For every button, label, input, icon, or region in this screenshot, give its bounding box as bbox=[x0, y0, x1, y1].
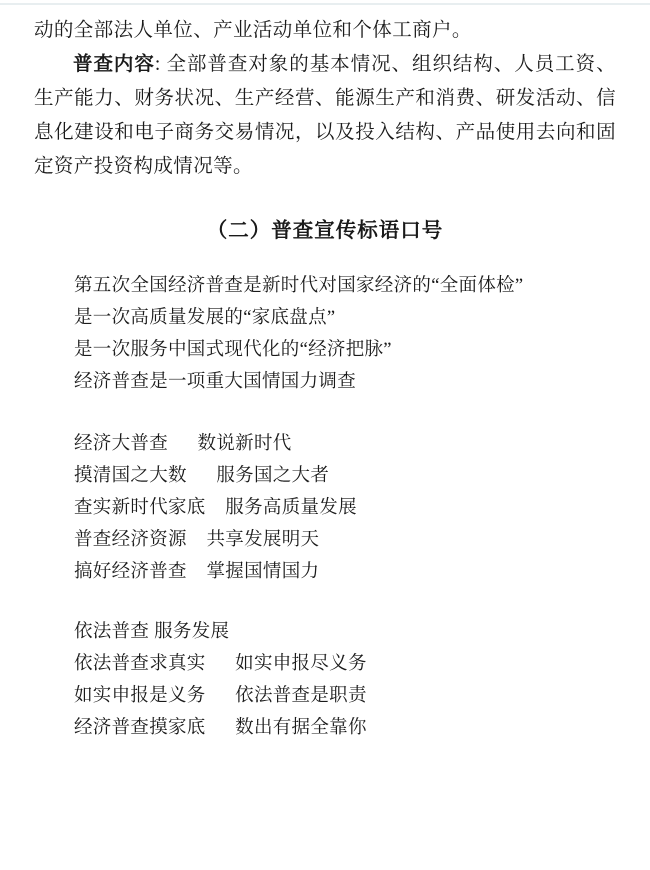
spacer bbox=[34, 588, 616, 616]
slogan-line: 依法普查 服务发展 bbox=[74, 622, 230, 642]
content-paragraph-separator: : bbox=[154, 54, 167, 75]
spacer bbox=[34, 398, 616, 428]
slogan-line: 摸清国之大数 服务国之大者 bbox=[74, 466, 330, 486]
slogan-line: 是一次服务中国式现代化的“经济把脉” bbox=[74, 340, 392, 360]
slogan-line: 如实申报是义务 依法普查是职责 bbox=[74, 686, 367, 706]
slogan-group-2 bbox=[34, 428, 616, 588]
slogan-line: 依法普查求真实 如实申报尽义务 bbox=[74, 654, 367, 674]
slogan-group-3 bbox=[34, 616, 616, 744]
content-paragraph-lead: 普查内容 bbox=[73, 54, 155, 75]
slogan-line: 经济大普查 数说新时代 bbox=[74, 434, 292, 454]
slogan-line: 查实新时代家底 服务高质量发展 bbox=[74, 498, 357, 518]
content-paragraph bbox=[34, 48, 616, 184]
slogan-line: 普查经济资源 共享发展明天 bbox=[74, 530, 320, 550]
slogan-line: 经济普查是一项重大国情国力调查 bbox=[74, 372, 357, 392]
continued-paragraph: 动的全部法人单位、产业活动单位和个体工商户。 bbox=[34, 20, 472, 41]
slogan-line: 是一次高质量发展的“家底盘点” bbox=[74, 308, 336, 328]
slogan-line: 第五次全国经济普查是新时代对国家经济的“全面体检” bbox=[74, 276, 524, 296]
section-title: （二）普查宣传标语口号 bbox=[206, 220, 444, 242]
content-paragraph-body: 全部普查对象的基本情况、组织结构、人员工资、生产能力、财务状况、生产经营、能源生产和消费、研发活动、信息化建设和电子商务交易情况，以及投入结构、产品使用去向和固定资产投资构成情况等。 bbox=[34, 54, 616, 177]
page-top-rule bbox=[0, 3, 650, 5]
slogan-group-1 bbox=[34, 270, 616, 398]
slogan-line: 经济普查摸家底 数出有据全靠你 bbox=[74, 718, 367, 738]
slogan-line: 搞好经济普查 掌握国情国力 bbox=[74, 562, 320, 582]
